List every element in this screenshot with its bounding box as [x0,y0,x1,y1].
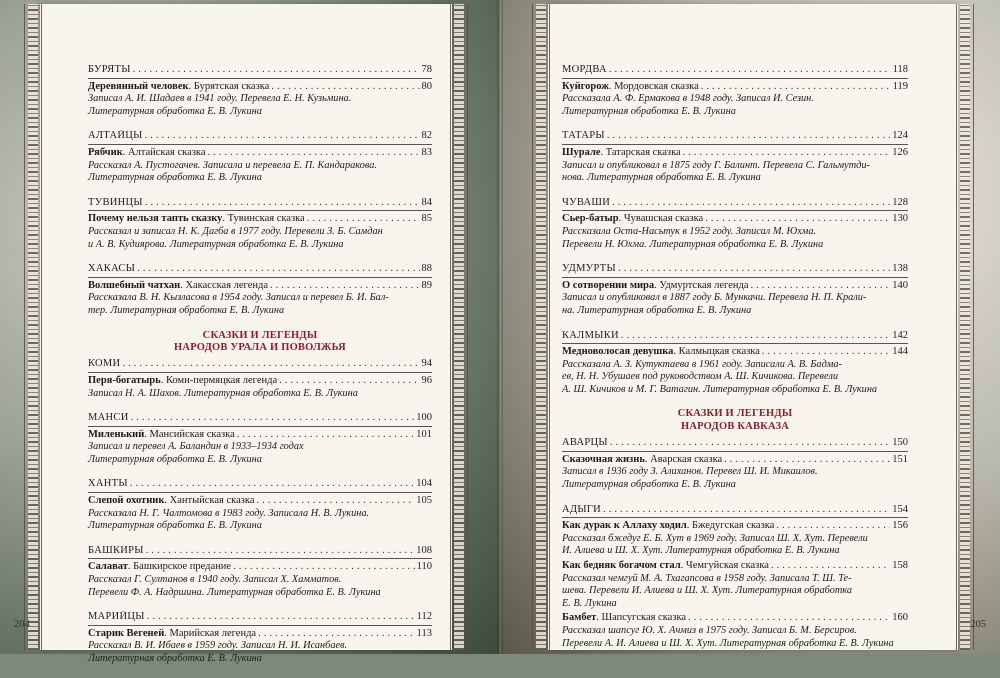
story-page-number: 105 [416,495,432,507]
story-genre: . Тувинская сказка [222,213,305,225]
story-credit-line: Рассказал А. Пустогачев. Записала и перевела Е. П. Кандаракова. [88,159,377,171]
story-title-text [88,495,254,508]
story-credit-line: ев, Н. Н. Убушаев под руководством А. Ш. Кичикова. Перевели [562,371,838,383]
leader-dots [612,197,890,210]
story-title-text [88,628,256,641]
people-page-number: 124 [892,130,908,142]
story-credit-line: Рассказал В. И. Ибаев в 1959 году. Записал Н. И. Исанбаев. [88,640,348,652]
story-title: Медноволосая девушка [562,346,674,358]
heading-rule [88,372,432,373]
story-genre: . Хантыйская сказка [164,495,255,507]
ornament-border-right [960,4,970,650]
story-title: О сотворении мира [562,279,655,291]
story-title: Миленький [88,428,145,440]
story-page-number: 140 [892,279,908,291]
left-toc [88,64,432,678]
heading-rule [562,517,908,518]
toc-group [562,197,908,251]
people-page-number: 112 [416,611,432,623]
heading-rule [562,343,908,344]
story-title: Перя-богатырь [88,374,161,386]
people-page-number: 118 [892,64,908,75]
heading-rule [88,426,432,427]
story-credit-line: Литературная обработка Е. В. Лукина [88,653,262,664]
toc-group [88,64,432,118]
story-page-number: 80 [421,80,432,92]
story-title-text [562,280,749,293]
story-page-number: 113 [416,627,432,639]
people-heading-row [562,504,908,517]
people-page-number: 108 [416,544,432,556]
story-entry [88,375,432,400]
story-title-row[interactable] [88,628,432,641]
story-entry [562,346,908,396]
story-title-row[interactable] [88,280,432,293]
story-title-text [88,81,269,94]
story-credit-line: Записал и опубликовал в 1887 году Б. Мункачи. Перевела Н. П. Крали- [562,292,867,304]
story-entry [88,495,432,533]
leader-dots [603,504,890,517]
ornament-border-left [536,4,546,650]
story-entry [88,561,432,599]
story-credit-line: Записал Н. А. Шахов. Литературная обработка Е. В. Лукина [88,387,358,399]
leader-dots [610,437,890,450]
section-heading-line: СКАЗКИ И ЛЕГЕНДЫ [202,329,318,341]
story-title-text [88,375,277,388]
story-title-text [562,612,686,625]
section-heading-caucasus [562,408,908,433]
story-genre: . Алтайская сказка [122,146,206,158]
story-page-number: 110 [416,561,432,573]
people-heading-row [88,478,432,491]
people-name: БУРЯТЫ [88,64,131,75]
story-genre: . Марийская легенда [164,627,257,639]
story-title-text [88,280,268,293]
toc-group [562,263,908,317]
story-title-row[interactable] [562,147,908,160]
story-credit-line: Записал и опубликовал в 1875 году Г. Балинт. Перевела С. Гальмутди- [562,159,870,171]
leader-dots [724,454,890,467]
story-title-row[interactable] [562,81,908,94]
leader-dots [237,429,414,442]
people-page-number: 78 [421,64,432,75]
story-title: Волшебный чатхан [88,279,181,291]
story-title: Слепой охотник [88,495,165,507]
toc-group [562,437,908,491]
story-genre: . Бурятская сказка [188,80,270,92]
story-title-row[interactable] [88,213,432,226]
story-title-text [562,346,760,359]
story-title-row[interactable] [88,561,432,574]
story-credit-line: Записал в 1936 году З. Алиханов. Перевел Ш. И. Микаилов. [562,466,818,478]
leader-dots [270,280,419,293]
heading-rule [562,78,908,79]
story-entry [562,81,908,119]
story-entry [88,213,432,251]
story-credit-line: Рассказал бжедуг Е. Б. Хут в 1969 году. Записал Ш. Х. Хут. Перевели [562,532,868,544]
left-page [14,4,452,664]
story-title: Сьер-батыр [562,213,619,225]
story-credit-line: Литературная обработка Е. В. Лукина [88,453,262,465]
story-title: Бамбет [562,612,597,624]
heading-rule [88,144,432,145]
story-entry [88,81,432,119]
story-entry [562,612,908,650]
story-genre: . Удмуртская легенда [654,279,749,291]
people-page-number: 82 [421,130,432,142]
story-genre: . Бжедугская сказка [686,520,775,532]
story-title-row[interactable] [562,560,908,573]
toc-group [88,263,432,317]
story-entry [562,280,908,318]
leader-dots [146,545,415,558]
leader-dots [137,263,419,276]
leader-dots [145,197,420,210]
story-title-row[interactable] [562,280,908,293]
leader-dots [771,560,890,573]
story-credit-line: тер. Литературная обработка Е. В. Лукина [88,304,285,316]
story-title-text [88,213,305,226]
heading-rule [88,78,432,79]
heading-rule [88,558,432,559]
story-title: Шурале [562,146,601,158]
story-page-number: 156 [892,520,908,532]
story-title: Рябчик [88,146,123,158]
people-name: ТУВИНЦЫ [88,196,143,208]
story-title-row[interactable] [562,346,908,359]
people-name: МОРДВА [562,64,607,75]
people-name: УДМУРТЫ [562,263,616,275]
story-credit-line: Литературная обработка Е. В. Лукина [88,520,262,532]
story-title: Старик Вегеней [88,627,165,639]
story-title: Сказочная жизнь [562,453,645,465]
story-page-number: 101 [416,428,432,440]
people-heading-row [88,64,432,77]
story-credit-line: Рассказал шапсуг Ю. Х. Ачмиз в 1975 году. Записал Б. М. Берсиров. [562,625,857,636]
people-page-number: 88 [421,263,432,275]
story-credit-line: Литературная обработка Е. В. Лукина [88,105,262,117]
people-page-number: 154 [892,503,908,515]
toc-block-1 [88,64,432,318]
story-genre: . Татарская сказка [600,146,681,158]
story-page-number: 119 [892,80,908,92]
story-page-number: 89 [421,279,432,291]
toc-group [88,197,432,251]
people-name: АДЫГИ [562,503,602,515]
people-name: БАШКИРЫ [88,544,144,556]
people-heading-row [88,197,432,210]
leader-dots [683,147,891,160]
story-title-row[interactable] [88,81,432,94]
story-credit-line: Перевели Ф. А. Надршина. Литературная обработка Е. В. Лукина [88,586,381,598]
story-entry [562,454,908,492]
toc-group [562,130,908,184]
story-title-text [562,520,774,533]
heading-rule [88,277,432,278]
story-title-text [562,81,699,94]
people-heading-row [88,130,432,143]
story-page-number: 126 [892,146,908,158]
story-page-number: 144 [892,346,908,358]
toc-group [562,64,908,118]
story-title: Как бедняк богачом стал [562,560,681,572]
story-credit-line: нова. Литературная обработка Е. В. Лукина [562,172,761,184]
people-page-number: 142 [892,329,908,341]
heading-rule [88,210,432,211]
leader-dots [609,64,891,77]
people-page-number: 84 [421,196,432,208]
story-credit-line: Записал А. И. Шадаев в 1941 году. Перевела Е. Н. Кузьмина. [88,93,352,105]
people-page-number: 104 [416,478,432,490]
leader-dots [133,64,420,77]
toc-group [88,358,432,400]
story-entry [88,147,432,185]
story-entry [88,280,432,318]
toc-group [88,545,432,599]
story-entry [88,628,432,666]
story-entry [562,520,908,558]
toc-group [562,504,908,651]
page-number-left: 204 [14,619,30,630]
story-genre: . Мордовская сказка [608,80,699,92]
leader-dots [701,81,891,94]
heading-rule [562,144,908,145]
story-title-row[interactable] [88,495,432,508]
story-credit-line: Рассказала Оста-Насьтук в 1952 году. Записал М. Юхма. [562,225,817,237]
leader-dots [762,346,890,359]
toc-block-3 [562,64,908,396]
section-heading-line: СКАЗКИ И ЛЕГЕНДЫ [677,408,793,420]
story-genre: . Калмыцкая сказка [673,346,760,358]
book-spine [497,0,503,654]
story-page-number: 96 [421,374,432,386]
story-credit-line: на. Литературная обработка Е. В. Лукина [562,304,752,316]
section-heading-ural [88,330,432,355]
leader-dots [256,495,414,508]
story-credit-line: Записал и перевел А. Баландин в 1933–1934 годах [88,441,304,453]
toc-block-2 [88,358,432,665]
people-heading-row [88,611,432,624]
leader-dots [618,263,890,276]
ornament-border-left [28,4,38,650]
people-heading-row [88,358,432,371]
people-heading-row [562,437,908,450]
toc-block-4 [562,437,908,650]
story-credit-line: Перевели Н. Юхма. Литературная обработка Е. В. Лукина [562,238,824,250]
leader-dots [751,280,891,293]
leader-dots [776,520,890,533]
leader-dots [122,358,419,371]
story-title: Как дурак к Аллаху ходил [562,520,687,532]
leader-dots [147,611,415,624]
heading-rule [88,492,432,493]
story-credit-line: Рассказал и записал Н. К. Дагба в 1977 году. Перевели З. Б. Самдан [88,225,383,237]
story-genre: . Мансийская сказка [144,428,235,440]
story-title-row[interactable] [562,213,908,226]
right-toc [562,64,908,662]
people-page-number: 128 [892,196,908,208]
leader-dots [705,213,890,226]
story-title-text [562,454,722,467]
story-genre: . Чемгуйская сказка [680,560,769,572]
story-title-row[interactable] [88,429,432,442]
leader-dots [131,412,415,425]
story-page-number: 151 [892,453,908,465]
people-heading-row [562,64,908,77]
leader-dots [208,147,420,160]
people-page-number: 138 [892,263,908,275]
story-title-text [88,429,235,442]
people-heading-row [88,263,432,276]
heading-rule [562,277,908,278]
people-heading-row [562,130,908,143]
section-heading-line: НАРОДОВ КАВКАЗА [680,420,790,432]
story-title: Деревянный человек [88,80,189,92]
story-credit-line: Рассказала В. Н. Кызласова в 1954 году. Записал и перевел Б. И. Бал- [88,292,389,304]
leader-dots [621,330,890,343]
people-name: ТАТАРЫ [562,130,605,142]
people-heading-row [562,197,908,210]
leader-dots [271,81,419,94]
story-credit-line: Литературная обработка Е. В. Лукина [88,172,262,184]
toc-group [88,611,432,665]
people-heading-row [88,545,432,558]
toc-group [88,412,432,466]
people-heading-row [88,412,432,425]
people-name: КОМИ [88,358,121,370]
story-entry [562,213,908,251]
people-name: АВАРЦЫ [562,437,608,449]
story-page-number: 130 [892,213,908,225]
story-credit-line: Е. В. Лукина [562,597,617,609]
story-title: Почему нельзя тапть сказку [88,213,223,225]
story-credit-line: Рассказал чемгуй М. А. Тхагапсова в 1958 году. Записала Т. Ш. Те- [562,572,852,584]
heading-rule [562,451,908,452]
people-heading-row [562,263,908,276]
story-credit-line: Литературная обработка Е. В. Лукина [562,479,736,491]
people-name: АЛТАЙЦЫ [88,130,143,142]
story-page-number: 85 [421,213,432,225]
people-name: МАНСИ [88,412,129,424]
story-genre: . Аварская сказка [644,453,723,465]
story-title-text [562,147,681,160]
story-title: Салават [88,561,128,573]
section-heading-line: НАРОДОВ УРАЛА И ПОВОЛЖЬЯ [174,341,346,353]
story-credit-line: Рассказала А. Ф. Ермакова в 1948 году. Записал И. Сезин. [562,93,814,105]
leader-dots [607,130,890,143]
story-title-row[interactable] [88,147,432,160]
story-credit-line: А. Ш. Кичиков и М. Г. Ватагин. Литературная обработка Е. В. Лукина [562,383,878,395]
story-page-number: 83 [421,146,432,158]
story-credit-line: Рассказала А. З. Кутуктаева в 1961 году. Записали А. В. Бадма- [562,358,842,370]
story-entry [562,560,908,610]
toc-group [562,330,908,397]
people-page-number: 100 [416,412,432,424]
story-page-number: 160 [892,612,908,624]
people-page-number: 94 [421,358,432,370]
people-name: ЧУВАШИ [562,196,611,208]
story-title-row[interactable] [562,520,908,533]
leader-dots [307,213,420,226]
story-entry [562,147,908,185]
story-credit-line: Перевели А. И. Алиева и Ш. Х. Хут. Литературная обработка Е. В. Лукина [562,637,894,649]
people-heading-row [562,330,908,343]
story-credit-line: Литературная обработка Е. В. Лукина [562,105,736,117]
story-credit-line: Рассказала Н. Г. Чалтомова в 1983 году. Записала Н. В. Лукина. [88,507,370,519]
toc-group [88,130,432,184]
story-genre: . Чувашская сказка [618,213,704,225]
heading-rule [88,625,432,626]
story-entry [88,429,432,467]
story-genre: . Шапсугская сказка [596,612,687,624]
right-page [548,4,986,650]
story-title-text [562,560,769,573]
people-name: МАРИЙЦЫ [88,611,145,623]
story-title-text [88,561,231,574]
story-title-text [562,213,703,226]
people-name: ХАНТЫ [88,478,128,490]
leader-dots [233,561,415,574]
people-name: КАЛМЫКИ [562,329,619,341]
people-page-number: 150 [892,437,908,449]
story-title: Куйгорож [562,80,609,92]
page-number-right: 205 [970,619,986,630]
toc-group [88,478,432,532]
leader-dots [145,130,420,143]
story-title-row[interactable] [562,612,908,625]
story-page-number: 158 [892,560,908,572]
people-name: ХАКАСЫ [88,263,136,275]
story-genre: . Башкирское предание [127,561,232,573]
story-credit-line: Рассказал Г. Султанов в 1940 году. Записал Х. Хамматов. [88,574,342,586]
leader-dots [130,478,414,491]
leader-dots [258,628,415,641]
ornament-border-right [454,4,464,650]
story-title-row[interactable] [562,454,908,467]
story-credit-line: И. Алиева и Ш. Х. Хут. Литературная обработка Е. В. Лукина [562,545,840,557]
story-title-text [88,147,206,160]
heading-rule [562,210,908,211]
leader-dots [279,375,419,388]
story-credit-line: шева. Перевели И. Алиева и Ш. Х. Хут. Литературная обработка [562,585,853,597]
story-genre: . Хакасская легенда [180,279,269,291]
leader-dots [688,612,890,625]
story-genre: . Коми-пермяцкая легенда [160,374,278,386]
story-credit-line: и А. В. Кудиярова. Литературная обработка Е. В. Лукина [88,238,344,250]
story-title-row[interactable] [88,375,432,388]
